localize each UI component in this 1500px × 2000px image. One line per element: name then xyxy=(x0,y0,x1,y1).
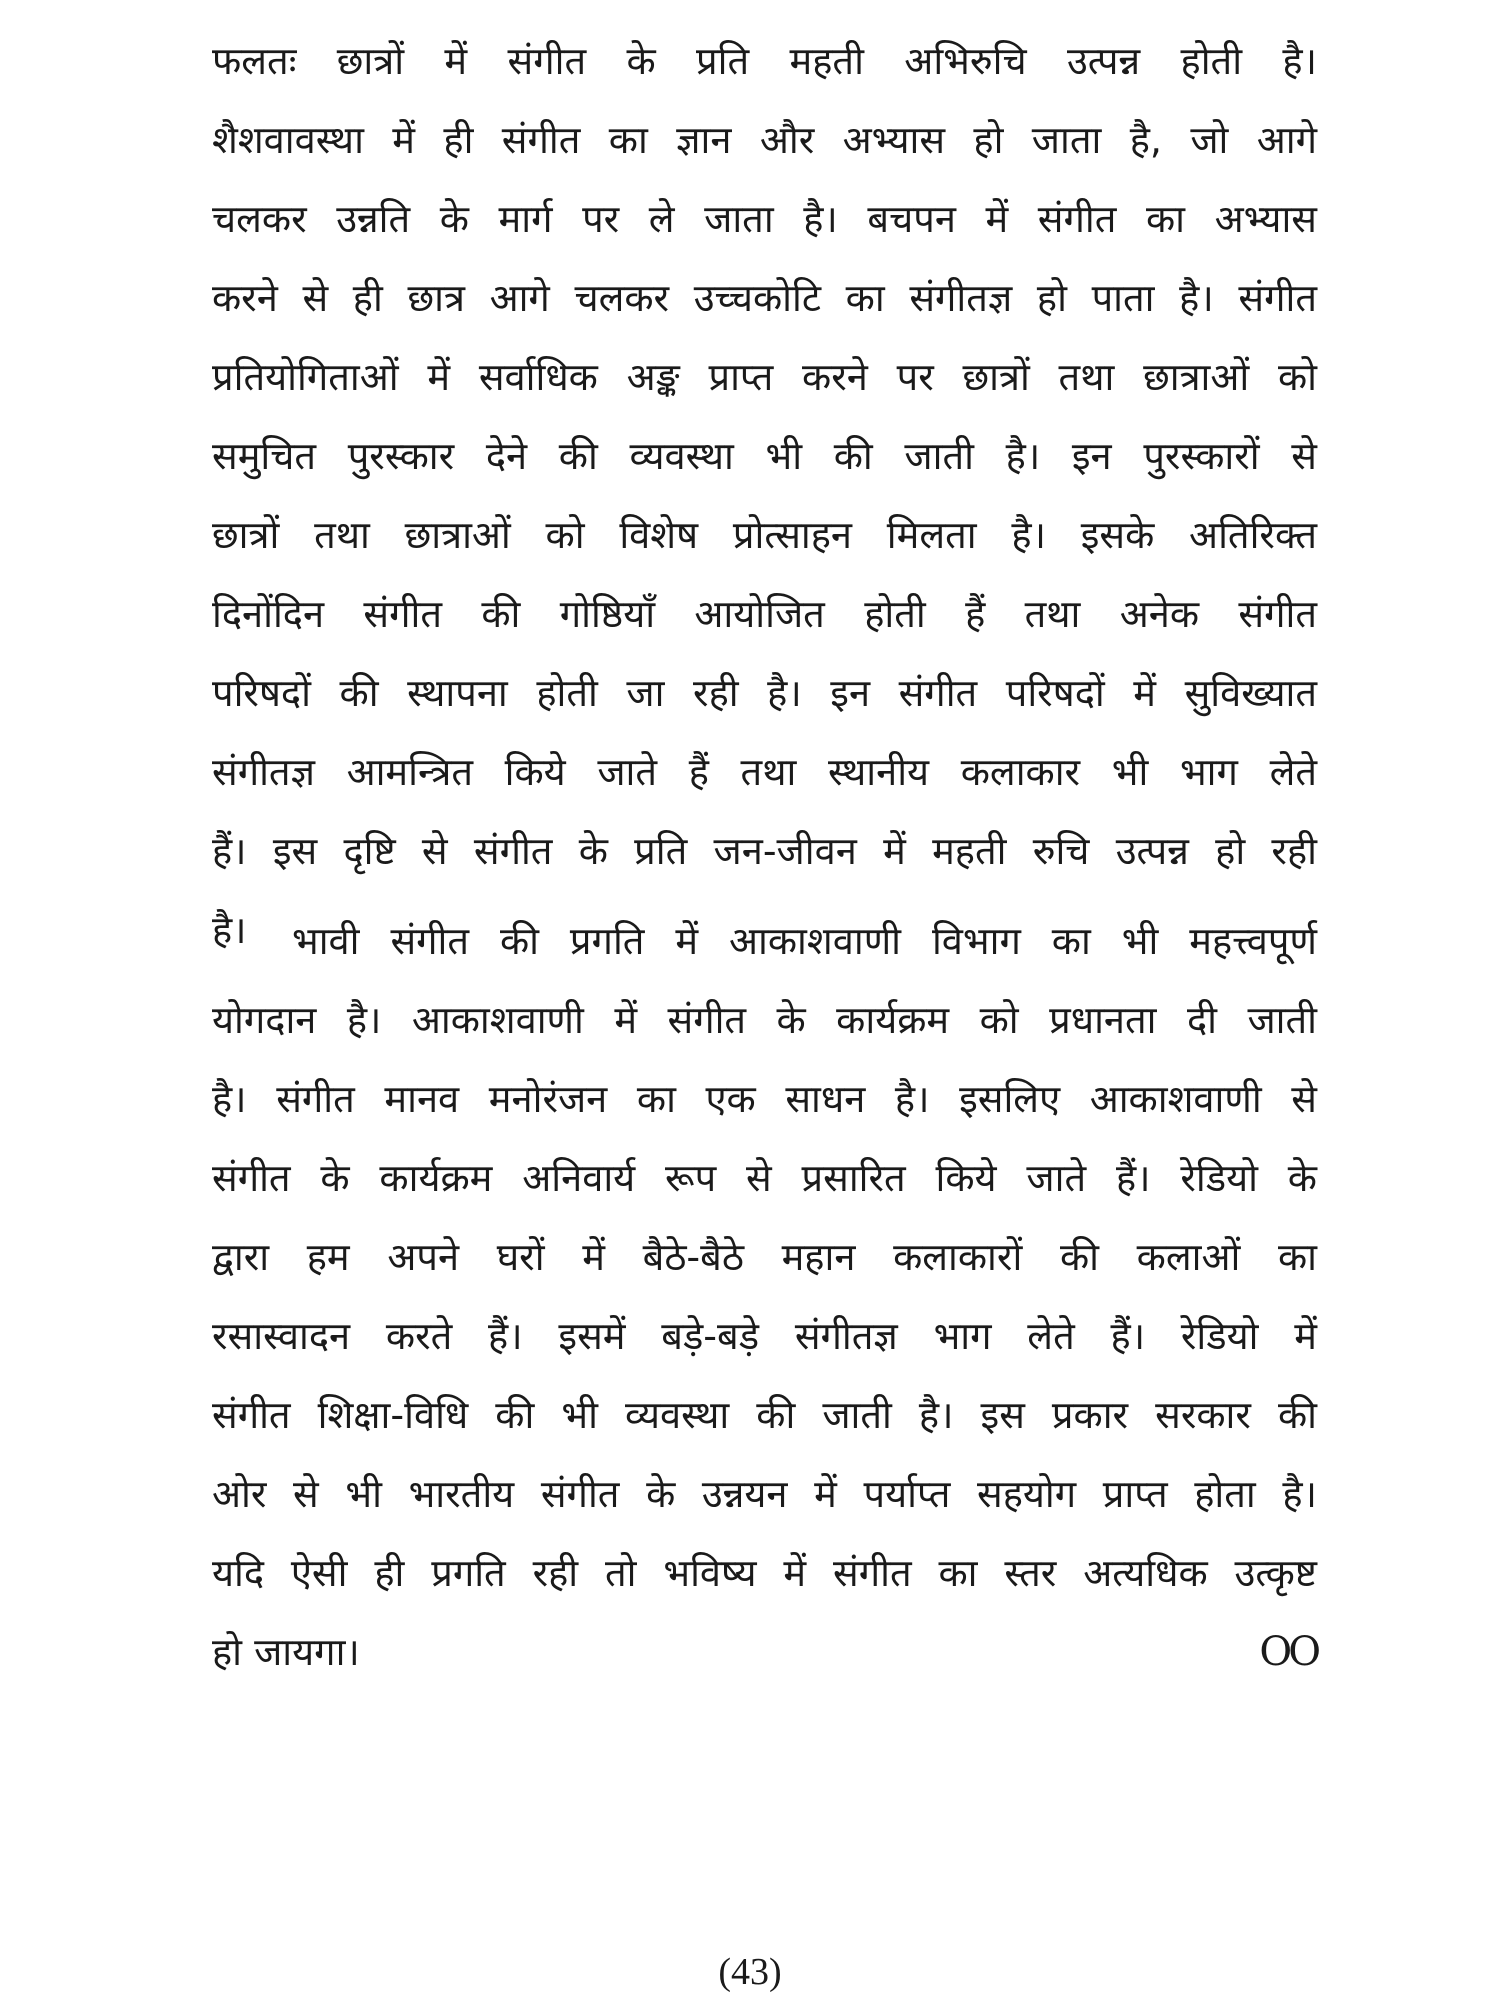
text-line: फलतः छात्रों में संगीत के प्रति महती अभिरुचि उत्पन्न होती है। xyxy=(212,39,1317,83)
text-line: द्वारा हम अपने घरों में बैठे-बैठे महान कलाकारों की कलाओं का xyxy=(212,1235,1317,1279)
text-line: योगदान है। आकाशवाणी में संगीत के कार्यक्रम को प्रधानता दी जाती xyxy=(212,998,1317,1042)
text-line: परिषदों की स्थापना होती जा रही है। इन संगीत परिषदों में सुविख्यात xyxy=(212,671,1317,715)
text-line: यदि ऐसी ही प्रगति रही तो भविष्य में संगीत का स्तर अत्यधिक उत्कृष्ट xyxy=(212,1551,1317,1595)
page-number: (43) xyxy=(718,1951,782,1993)
text-line: करने से ही छात्र आगे चलकर उच्चकोटि का संगीतज्ञ हो पाता है। संगीत xyxy=(212,276,1317,320)
text-line: संगीत शिक्षा-विधि की भी व्यवस्था की जाती है। इस प्रकार सरकार की xyxy=(212,1393,1317,1437)
text-line: है। xyxy=(212,908,247,952)
text-line: प्रतियोगिताओं में सर्वाधिक अङ्क प्राप्त करने पर छात्रों तथा छात्राओं को xyxy=(212,355,1317,399)
text-line: हो जायगा। xyxy=(212,1630,360,1674)
final-line-row xyxy=(212,1613,1317,1692)
text-line: संगीतज्ञ आमन्त्रित किये जाते हैं तथा स्थानीय कलाकार भी भाग लेते xyxy=(212,750,1317,794)
text-line: शैशवावस्था में ही संगीत का ज्ञान और अभ्यास हो जाता है, जो आगे xyxy=(212,118,1317,162)
text-line: हैं। इस दृष्टि से संगीत के प्रति जन-जीवन में महती रुचि उत्पन्न हो रही xyxy=(212,829,1317,873)
text-line: भावी संगीत की प्रगति में आकाशवाणी विभाग का भी महत्त्वपूर्ण xyxy=(292,919,1317,963)
text-line: संगीत के कार्यक्रम अनिवार्य रूप से प्रसारित किये जाते हैं। रेडियो के xyxy=(212,1156,1317,1200)
paragraph-2 xyxy=(212,902,1317,1692)
paragraph-1 xyxy=(212,22,1317,970)
text-line: ओर से भी भारतीय संगीत के उन्नयन में पर्याप्त सहयोग प्राप्त होता है। xyxy=(212,1472,1317,1516)
text-line: है। संगीत मानव मनोरंजन का एक साधन है। इसलिए आकाशवाणी से xyxy=(212,1077,1317,1121)
text-line: रसास्वादन करते हैं। इसमें बड़े-बड़े संगीतज्ञ भाग लेते हैं। रेडियो में xyxy=(212,1314,1317,1358)
text-line: दिनोंदिन संगीत की गोष्ठियाँ आयोजित होती हैं तथा अनेक संगीत xyxy=(212,592,1317,636)
end-mark-symbol: OO xyxy=(1259,1629,1317,1675)
text-line: समुचित पुरस्कार देने की व्यवस्था भी की जाती है। इन पुरस्कारों से xyxy=(212,434,1317,478)
text-line: छात्रों तथा छात्राओं को विशेष प्रोत्साहन मिलता है। इसके अतिरिक्त xyxy=(212,513,1317,557)
text-line: चलकर उन्नति के मार्ग पर ले जाता है। बचपन में संगीत का अभ्यास xyxy=(212,197,1317,241)
